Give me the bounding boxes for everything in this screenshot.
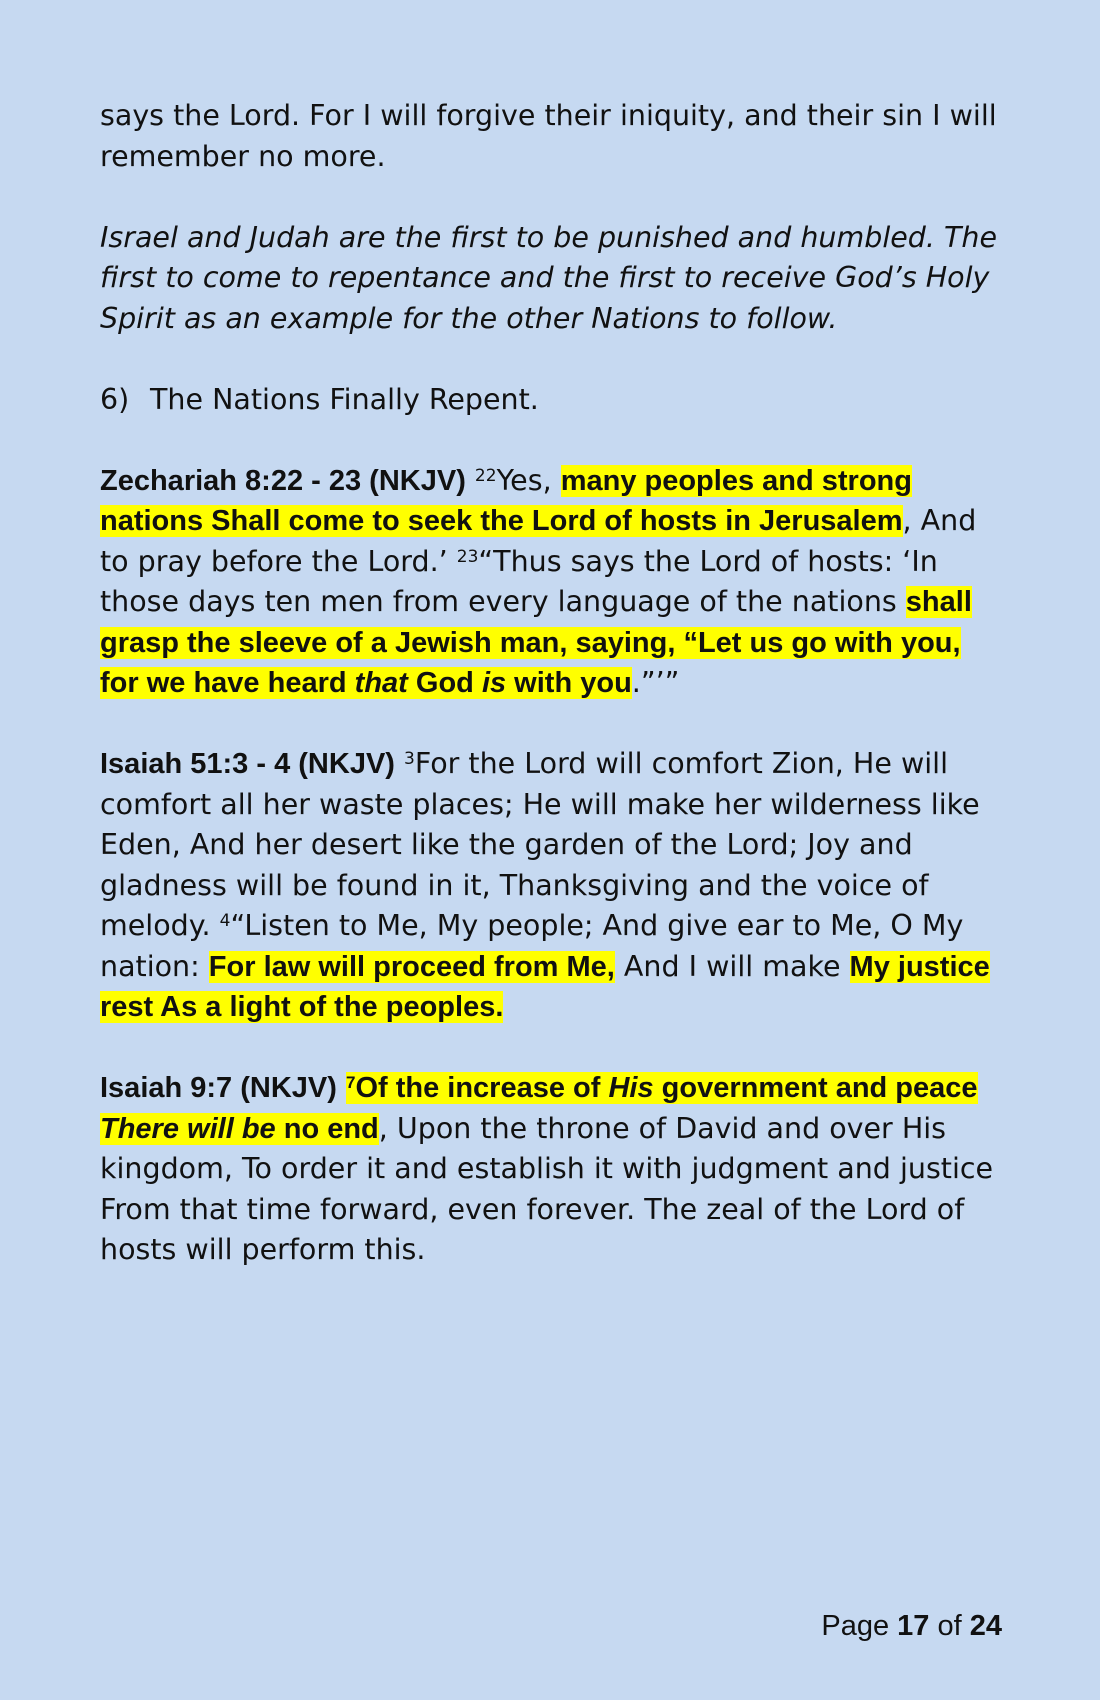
zechariah-highlight-2b: God bbox=[407, 667, 482, 699]
point-number: 6) bbox=[100, 382, 130, 416]
verse-number-22: 22 bbox=[474, 465, 497, 486]
page-total: 24 bbox=[969, 1610, 1002, 1642]
zechariah-text-3: “Thus says the Lord of hosts: ‘In those days ten men from every language of the nations bbox=[100, 544, 938, 618]
commentary-text: Israel and Judah are the first to be punished and humbled. The first to come to repentance and the first to receive God’s Holy Spirit as an example for the other Nations to follow. bbox=[100, 220, 997, 335]
isaiah9-reference: Isaiah 9:7 (NKJV) bbox=[100, 1072, 337, 1104]
zechariah-text-2: , And to pray before the Lord.’ bbox=[100, 504, 977, 578]
isaiah51-text-3: And I will make bbox=[614, 949, 850, 983]
zechariah-highlight-2a: shall grasp the sleeve of a Jewish man, saying, “Let us go with you, for we have heard bbox=[100, 586, 972, 699]
isaiah9-text-1: , Upon the throne of David and over His kingdom, To order it and establish it with judgment and justice From that time forward, even forever. The zeal of the Lord of hosts will perform this. bbox=[100, 1111, 994, 1266]
zechariah-passage bbox=[100, 461, 1005, 704]
isaiah9-highlight-italic-2: There will be bbox=[100, 1112, 276, 1145]
intro-paragraph bbox=[100, 96, 1005, 177]
zechariah-highlight-2-italic: that bbox=[354, 667, 408, 699]
zechariah-reference: Zechariah 8:22 - 23 (NKJV) bbox=[100, 464, 466, 497]
zechariah-highlight-1: many peoples and strong nations Shall come to seek the Lord of hosts in Jerusalem bbox=[100, 464, 912, 537]
isaiah51-highlight-2: My justice rest As a light of the peoples. bbox=[100, 950, 990, 1023]
verse-number-23: 23 bbox=[456, 546, 479, 567]
isaiah51-passage bbox=[100, 744, 1005, 1028]
page-number-footer bbox=[821, 1610, 1002, 1643]
page-current: 17 bbox=[897, 1610, 930, 1642]
zechariah-text-4: .”’” bbox=[631, 666, 680, 699]
point-heading bbox=[100, 380, 1005, 421]
isaiah9-highlight-c: no end bbox=[275, 1112, 379, 1145]
commentary-paragraph bbox=[100, 218, 1005, 340]
zechariah-highlight-2c: with you bbox=[506, 667, 632, 699]
verse-number-7: 7 bbox=[345, 1073, 356, 1092]
isaiah51-highlight-1: For law will proceed from Me, bbox=[208, 950, 615, 983]
page-content bbox=[100, 96, 1005, 1271]
isaiah51-text-2: “Listen to Me, My people; And give ear to Me, O My nation: bbox=[100, 909, 964, 983]
zechariah-text-1: Yes, bbox=[496, 463, 561, 497]
verse-number-4: 4 bbox=[219, 911, 231, 931]
isaiah9-highlight-b: government and peace bbox=[653, 1072, 978, 1104]
page-of: of bbox=[937, 1610, 962, 1642]
isaiah9-highlight-a: Of the increase of bbox=[355, 1072, 609, 1104]
isaiah9-passage bbox=[100, 1068, 1005, 1271]
verse-number-3: 3 bbox=[404, 749, 415, 769]
intro-text: says the Lord. For I will forgive their iniquity, and their sin I will remember no more. bbox=[100, 99, 997, 173]
zechariah-highlight-2-italic-2: is bbox=[481, 667, 507, 699]
point-text: The Nations Finally Repent. bbox=[150, 382, 539, 416]
isaiah51-reference: Isaiah 51:3 - 4 (NKJV) bbox=[100, 748, 395, 780]
page-label: Page bbox=[821, 1610, 890, 1642]
isaiah9-highlight-italic: His bbox=[608, 1072, 654, 1104]
isaiah51-text-1: For the Lord will comfort Zion, He will comfort all her waste places; He will make her wilderness like Eden, And her desert like the garden of the Lord; Joy and gladness will be found in it, Thanksgiving and the voice of melody. bbox=[100, 747, 980, 942]
